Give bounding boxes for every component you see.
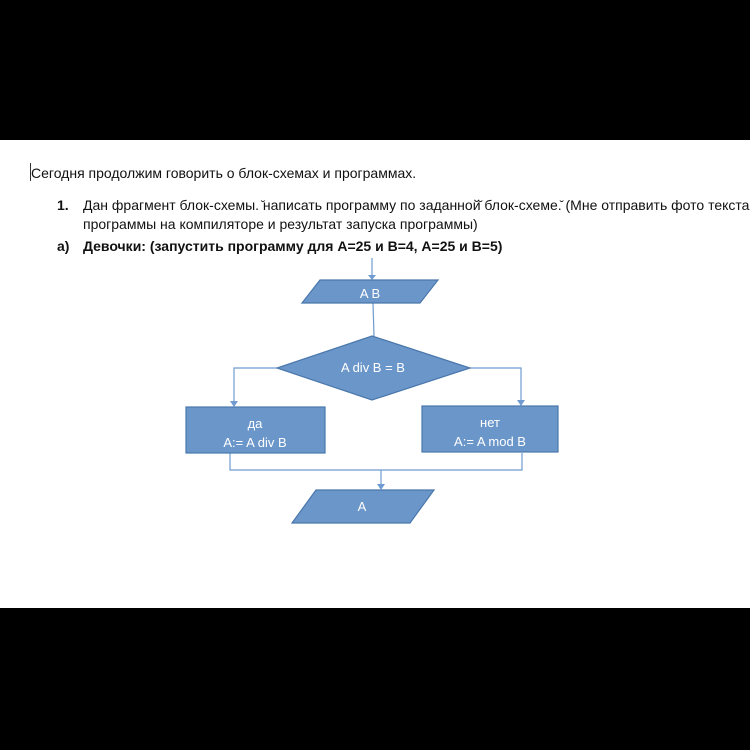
no-action: A:= A mod B	[454, 434, 526, 449]
connector-input-decision	[373, 303, 374, 336]
arrow-into-yes	[230, 401, 238, 407]
decision-label: A div B = B	[341, 360, 405, 375]
subtask-marker: а)	[57, 238, 70, 254]
connector-merge	[230, 453, 522, 470]
arrow-into-output	[377, 484, 385, 490]
task-number: 1.	[57, 197, 69, 213]
yes-label: да	[247, 416, 263, 431]
output-label: A	[357, 499, 367, 514]
no-label: нет	[480, 415, 500, 430]
subtask-text: Девочки: (запустить программу для А=25 и В=4, А=25 и В=5)	[83, 238, 503, 254]
input-label: A B	[359, 286, 381, 301]
arrow-into-input	[368, 275, 376, 280]
connector-no-branch	[470, 368, 521, 403]
connector-yes-branch	[234, 368, 277, 404]
arrow-into-no	[517, 400, 525, 406]
yes-action: A:= A div B	[223, 435, 287, 450]
task-text-line2: программы на компиляторе и результат запуска программы)	[83, 216, 478, 232]
intro-text: Сегодня продолжим говорить о блок-схемах и программах.	[31, 165, 417, 181]
task-text-line1: Дан фрагмент блок-схемы. ̆написать программу по заданной̆ блок-схеме.̆ (Мне отправить фото текста	[83, 197, 750, 213]
